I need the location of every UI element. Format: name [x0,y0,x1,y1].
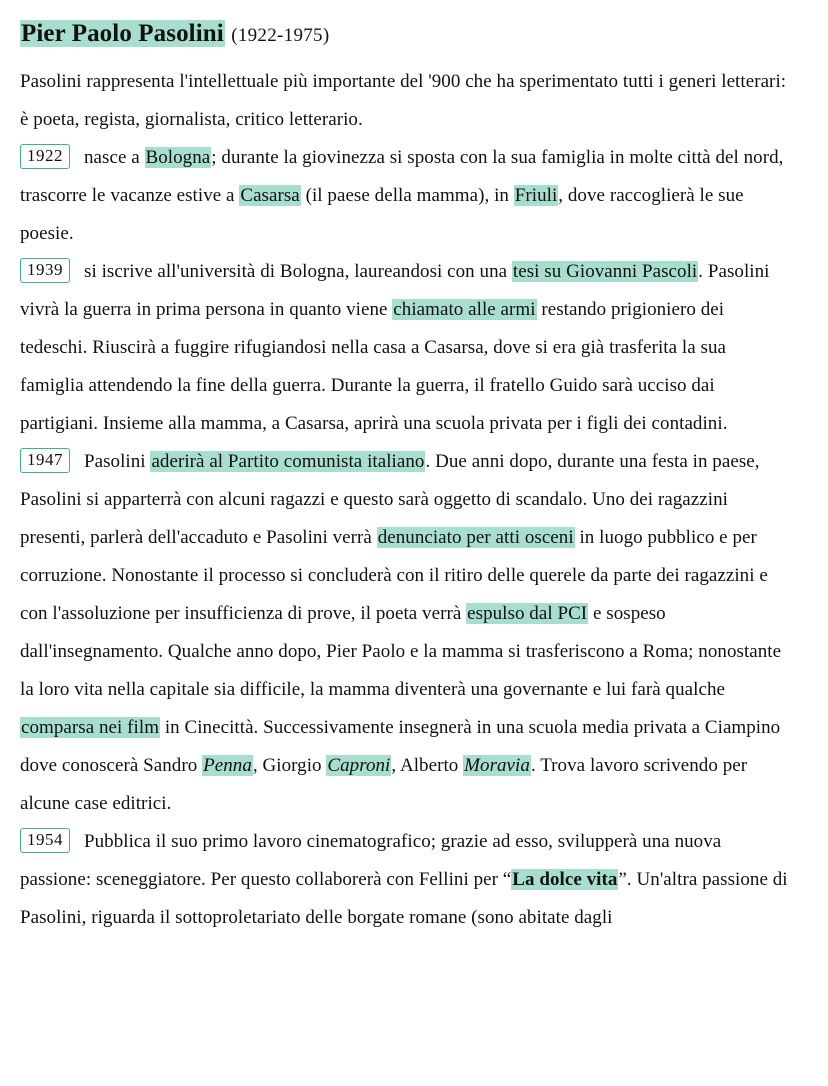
highlighted-name: Caproni [327,755,391,777]
highlighted-text: Casarsa [240,185,300,207]
body-text: nasce a [84,147,145,169]
year-badge: 1954 [20,828,70,853]
body-text: Pubblica il suo primo lavoro cinematografico; grazie ad esso, svilupperà una nuova passione: sceneggiatore. Per questo collaborerà con Fellini per “ [20,831,722,891]
title-name: Pier Paolo Pasolini [21,20,224,47]
timeline-entry [20,443,790,823]
body-text: in luogo pubblico e per corruzione. Nonostante il processo si concluderà con il ritiro delle querele da parte dei ragazzini e con l'assoluzione per insufficienza di prove, il poeta verrà [20,527,768,625]
year-badge: 1939 [20,258,70,283]
body-text: . Due anni dopo, durante una festa in paese, Pasolini si apparterrà con alcuni ragazzi e questo sarà oggetto di scandalo. Uno dei ragazzini presenti, parlerà dell'accaduto e Pasolini verrà [20,451,760,549]
timeline-entry [20,823,790,937]
body-text: ”. Un'altra passione di Pasolini, riguarda il sottoproletariato delle borgate romane (sono abitate dagli [20,869,788,929]
body-text: in Cinecittà. Successivamente insegnerà in una scuola media privata a Ciampino dove conoscerà Sandro [20,717,781,777]
highlighted-name: Moravia [464,755,530,777]
body-text: ; durante la giovinezza si sposta con la sua famiglia in molte città del nord, trascorre le vacanze estive a [20,147,784,207]
highlighted-text: espulso dal PCI [467,603,588,625]
year-badge: 1922 [20,144,70,169]
highlighted-text: Bologna [145,147,211,169]
body-text: . Pasolini vivrà la guerra in prima persona in quanto viene [20,261,770,321]
highlighted-text: aderirà al Partito comunista italiano [151,451,425,473]
body-text: , Giorgio [252,755,327,777]
highlighted-text: chiamato alle armi [393,299,536,321]
body-text: (il paese della mamma), in [300,185,514,207]
timeline-entry [20,139,790,253]
highlighted-text: Friuli [514,185,558,207]
body-text: restando prigioniero dei tedeschi. Riuscirà a fuggire rifugiandosi nella casa a Casarsa, dove si era già trasferita la sua famiglia attendendo la fine della guerra. Durante la guerra, il fratello Guido sarà ucciso dai partigiani. Insieme alla mamma, a Casarsa, aprirà una scuola privata per i figli dei contadini. [20,299,728,435]
highlighted-text: tesi su Giovanni Pascoli [512,261,698,283]
title-dates: (1922-1975) [231,25,330,46]
body-text: . Trova lavoro scrivendo per alcune case editrici. [20,755,748,815]
highlighted-text: denunciato per atti osceni [377,527,574,549]
intro-paragraph: Pasolini rappresenta l'intellettuale più importante del '900 che ha sperimentato tutti i generi letterari: è poeta, regista, giornalista, critico letterario. [20,71,787,131]
body-text: Pasolini [84,451,151,473]
page-title [20,18,790,49]
highlighted-text: comparsa nei film [21,717,160,739]
timeline-entry [20,253,790,443]
timeline-entries [20,139,790,937]
highlighted-title: La dolce vita [512,869,618,891]
body-text: , Alberto [391,755,464,777]
body-text: , dove raccoglierà le sue poesie. [20,185,744,245]
body-text: si iscrive all'università di Bologna, laureandosi con una [84,261,512,283]
highlighted-name: Penna [203,755,252,777]
year-badge: 1947 [20,448,70,473]
body-text: e sospeso dall'insegnamento. Qualche anno dopo, Pier Paolo e la mamma si trasferiscono a Roma; nonostante la loro vita nella capitale sia difficile, la mamma diventerà una governante e lui farà qualche [20,603,782,701]
